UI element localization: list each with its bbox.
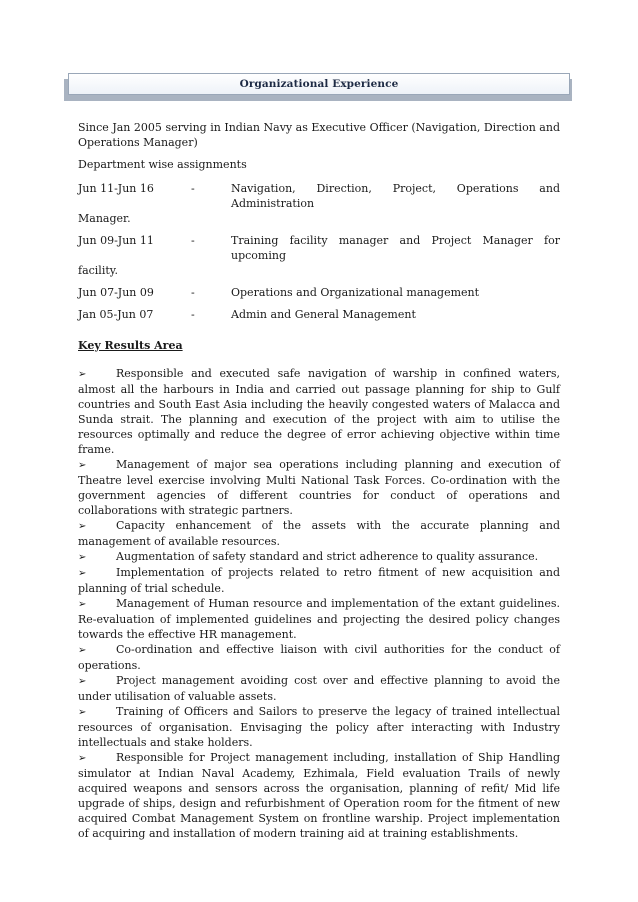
- key-result-text: Project management avoiding cost over and effective planning to avoid the under utilisation of valuable assets.: [78, 674, 560, 703]
- key-result-item: [78, 549, 560, 565]
- key-result-item: [78, 750, 560, 841]
- key-result-item: [78, 596, 560, 642]
- key-result-item: [78, 642, 560, 673]
- arrow-bullet-icon: ➢: [78, 460, 87, 471]
- key-result-item: [78, 673, 560, 704]
- key-result-item: [78, 704, 560, 750]
- assignment-dash: -: [191, 308, 195, 321]
- key-result-text: Management of major sea operations including planning and execution of Theatre level exercise involving Multi National Task Forces. Co-ordination with the government agencies of different countries for conduct of operations and collaborations with strategic partners.: [78, 458, 560, 517]
- arrow-bullet-icon: ➢: [78, 707, 87, 718]
- key-result-text: Co-ordination and effective liaison with civil authorities for the conduct of operations.: [78, 643, 560, 672]
- assignment-row: [78, 233, 560, 278]
- assignment-period: Jan 05-Jun 07: [78, 308, 154, 321]
- assignment-description: Admin and General Management: [231, 308, 416, 321]
- section-banner: [68, 73, 570, 95]
- assignment-row: [78, 285, 560, 300]
- assignment-description: Operations and Organizational management: [231, 286, 480, 299]
- assignment-row: [78, 307, 560, 322]
- assignment-period: Jun 11-Jun 16: [78, 182, 154, 195]
- assignments-list: [78, 181, 560, 322]
- section-content: [78, 120, 560, 841]
- key-result-text: Capacity enhancement of the assets with the accurate planning and management of available resources.: [78, 519, 560, 548]
- assignment-continuation: Manager.: [78, 212, 131, 225]
- key-results-heading: Key Results Area: [78, 339, 183, 352]
- department-heading: Department wise assignments: [78, 158, 247, 171]
- arrow-bullet-icon: ➢: [78, 521, 87, 532]
- key-result-item: [78, 518, 560, 549]
- key-results-list: [78, 366, 560, 841]
- arrow-bullet-icon: ➢: [78, 552, 87, 563]
- key-result-text: Management of Human resource and implementation of the extant guidelines. Re-evaluation of implemented guidelines and projecting the desired policy changes towards the effective HR management.: [78, 597, 560, 641]
- key-result-item: [78, 565, 560, 596]
- assignment-row: [78, 181, 560, 226]
- arrow-bullet-icon: ➢: [78, 753, 87, 764]
- arrow-bullet-icon: ➢: [78, 676, 87, 687]
- assignment-period: Jun 09-Jun 11: [78, 234, 154, 247]
- section-title: Organizational Experience: [239, 78, 399, 90]
- arrow-bullet-icon: ➢: [78, 599, 87, 610]
- assignment-dash: -: [191, 286, 195, 299]
- key-result-text: Implementation of projects related to retro fitment of new acquisition and planning of trial schedule.: [78, 566, 560, 595]
- assignment-dash: -: [191, 182, 195, 195]
- key-result-text: Responsible for Project management including, installation of Ship Handling simulator at Indian Naval Academy, Ezhimala, Field evaluation Trails of newly acquired weapons and sensors across the organisation, planning of refit/ Mid life upgrade of ships, design and refurbishment of Operation room for the fitment of new acquired Combat Management System on frontline warship. Project implementation of acquiring and installation of modern training aid at training establishments.: [78, 751, 560, 840]
- assignment-period: Jun 07-Jun 09: [78, 286, 154, 299]
- arrow-bullet-icon: ➢: [78, 369, 87, 380]
- assignment-dash: -: [191, 234, 195, 247]
- arrow-bullet-icon: ➢: [78, 645, 87, 656]
- key-result-text: Augmentation of safety standard and strict adherence to quality assurance.: [116, 550, 539, 563]
- assignment-continuation: facility.: [78, 264, 119, 277]
- arrow-bullet-icon: ➢: [78, 568, 87, 579]
- key-result-item: [78, 457, 560, 518]
- key-result-text: Responsible and executed safe navigation of warship in confined waters, almost all the harbours in India and carried out passage planning for ship to Gulf countries and South East Asia including the heavily congested waters of Malacca and Sunda strait. The planning and execution of the project with aim to utilise the resources optimally and reduce the degree of error achieving objective within time frame.: [78, 367, 560, 456]
- assignment-description: Training facility manager and Project Manager for upcoming: [231, 234, 560, 262]
- key-result-item: [78, 366, 560, 457]
- key-result-text: Training of Officers and Sailors to preserve the legacy of trained intellectual resources of organisation. Envisaging the policy after interacting with Industry intellectuals and stake holders.: [78, 705, 560, 749]
- assignment-description: Navigation, Direction, Project, Operations and Administration: [231, 182, 560, 210]
- intro-paragraph: Since Jan 2005 serving in Indian Navy as Executive Officer (Navigation, Direction and Operations Manager): [78, 121, 560, 149]
